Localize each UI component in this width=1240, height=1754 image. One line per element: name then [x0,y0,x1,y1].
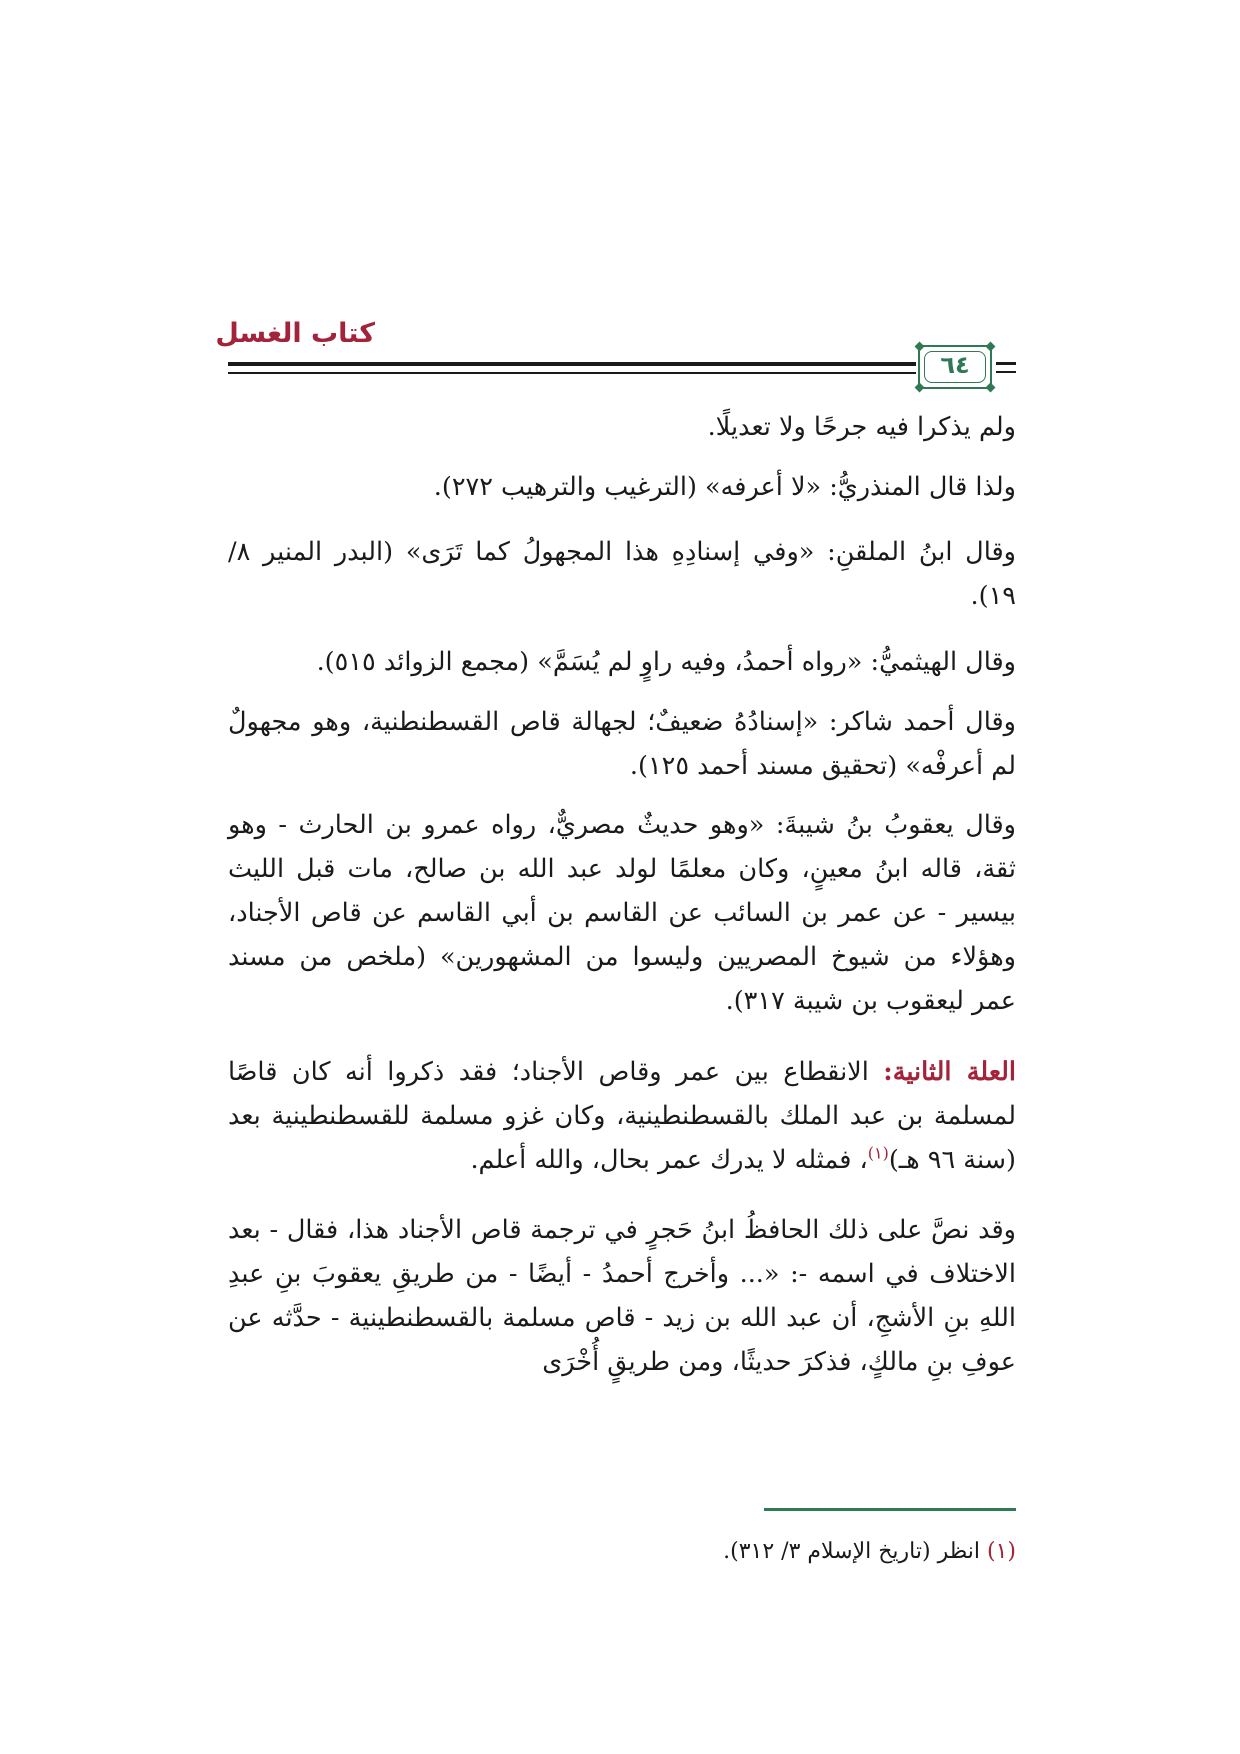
paragraph-2: ولذا قال المنذريُّ: «لا أعرفه» (الترغيب والترهيب ٢٧٢). [433,472,1016,502]
paragraph-7-tail: ، فمثله لا يدرك عمر بحال، والله أعلم. [470,1145,868,1175]
ornament-icon [915,383,925,393]
paragraph-7-text: الانقطاع بين عمر وقاص الأجناد؛ فقد ذكروا أنه كان قاصًا لمسلمة بن عبد الملك بالقسطنطينية، وكان غزو مسلمة للقسطنطينية بعد (سنة ٩٦ هـ) [228,1057,1016,1175]
footnote-reference[interactable]: (١) [867,1143,889,1163]
ornament-icon [986,383,996,393]
paragraph-6: وقال يعقوبُ بنُ شيبةَ: «وهو حديثٌ مصريٌّ، رواه عمرو بن الحارث - وهو ثقة، قاله ابنُ معينٍ، وكان معلمًا لولد عبد الله بن صالح، مات قبل الليث بيسير - عن عمر بن السائب عن القاسم بن أبي القاسم عن قاص الأجناد، وهؤلاء من شيوخ المصريين وليسوا من المشهورين» (ملخص من مسند عمر ليعقوب بن شيبة ٣١٧). [228,810,1016,1016]
paragraph-8: وقد نصَّ على ذلك الحافظُ ابنُ حَجرٍ في ترجمة قاص الأجناد هذا، فقال - بعد الاختلاف في اسمه -: «... وأخرج أحمدُ - أيضًا - من طريقِ يعقوبَ بنِ عبدِ اللهِ بنِ الأشجِ، أن عبد الله بن زيد - قاص مسلمة بالقسطنطينية - حدَّثه عن عوفِ بنِ مالكٍ، فذكرَ حديثًا، ومن طريقٍ أُخْرَى [228,1215,1016,1377]
header-rule-right-thin [996,371,1016,373]
footnote-separator [764,1508,1016,1511]
footnote [228,1535,1016,1569]
footnote-number: (١) [986,1539,1016,1564]
header-rule-thick [228,362,916,366]
paragraph-4: وقال الهيثميُّ: «رواه أحمدُ، وفيه راوٍ لم يُسَمَّ» (مجمع الزوائد ٥١٥). [316,647,1016,677]
paragraph-7 [228,1050,1016,1182]
page-number: ٦٤ [940,351,970,379]
paragraph-5: وقال أحمد شاكر: «إسنادُهُ ضعيفٌ؛ لجهالة قاص القسطنطنية، وهو مجهولٌ لم أعرفْه» (تحقيق مسند أحمد ١٢٥). [228,707,1016,781]
header-rule-right-thick [996,362,1016,365]
ornament-icon [915,342,925,352]
section-lead-label: العلة الثانية: [883,1057,1016,1087]
running-header-title: كتاب الغسل [215,318,375,349]
paragraph-1: ولم يذكرا فيه جرحًا ولا تعديلًا. [707,412,1016,442]
footnote-text: انظر (تاريخ الإسلام ٣/ ٣١٢). [723,1539,987,1564]
header-rule-thin [228,372,916,374]
page-number-frame [918,345,992,389]
ornament-icon [986,342,996,352]
paragraph-3: وقال ابنُ الملقنِ: «وفي إسنادِهِ هذا المجهولُ كما تَرَى» (البدر المنير ٨/ ١٩). [228,537,1016,611]
